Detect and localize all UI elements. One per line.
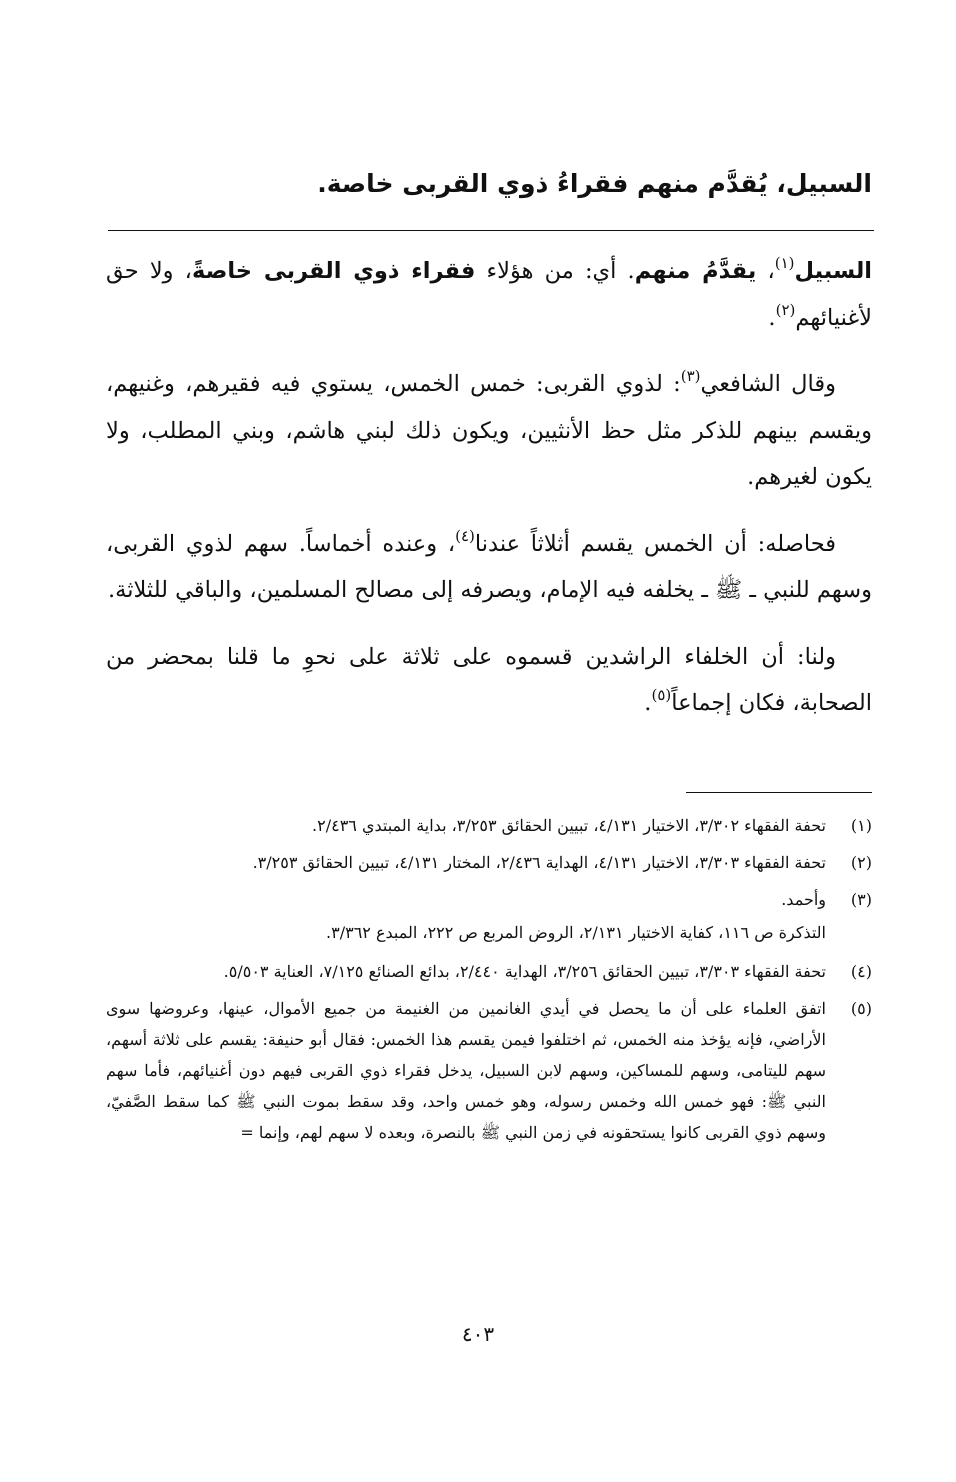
text: . (768, 304, 776, 331)
footnote-ref-2[interactable]: (٢) (775, 300, 796, 319)
footnote-ref-5[interactable]: (٥) (651, 686, 672, 704)
footnote-3 (106, 884, 872, 915)
footnote-number: (٥) (850, 999, 872, 1018)
text: ، وعنده أخماساً. سهم لذوي القربى، وسهم للنبي ـ ﷺ ـ يخلفه فيه الإمام، ويصرفه إلى مصالح المسلمين، والباقي للثلاثة. (106, 530, 872, 603)
matn-quote: السبيل (794, 258, 873, 284)
paragraph-4 (106, 634, 872, 727)
footnotes (106, 810, 872, 1154)
paragraph-2 (106, 361, 872, 501)
footnote-number: (٢) (850, 853, 872, 872)
footnote-1 (106, 810, 872, 841)
text: وقال الشافعي (700, 371, 836, 397)
text: . أي: من هؤلاء (475, 258, 635, 284)
text: : لذوي القربى: خمس الخمس، يستوي فيه فقيرهم، وغنيهم، ويقسم بينهم للذكر مثل حظ الأنثيين، ويكون ذلك لبني هاشم، وبني المطلب، ولا يكون لغيرهم. (106, 371, 872, 490)
matn-quote: فقراء ذوي القربى خاصةً (191, 258, 476, 284)
matn-separator-rule (108, 230, 874, 231)
footnote-5 (106, 993, 872, 1148)
footnote-text: تحفة الفقهاء ٣/٣٠٣، تبيين الحقائق ٣/٢٥٦، الهداية ٢/٤٤٠، بدائع الصنائع ٧/١٢٥، العناية ٥/٥٠٣. (223, 962, 826, 981)
footnote-ref-4[interactable]: (٤) (455, 526, 475, 545)
footnote-2 (106, 847, 872, 878)
paragraph-3 (106, 521, 872, 614)
commentary-body (106, 248, 872, 747)
footnote-text: اتفق العلماء على أن ما يحصل في أيدي الغانمين من الغنيمة من جميع الأموال، عينها، وعروضها سوى الأراضي، فإنه يؤخذ منه الخمس، ثم اختلفوا فيمن يقسم هذا الخمس: فقال أبو حنيفة: يقسم على ثلاثة أسهم، سهم لليتامى، وسهم للمساكين، وسهم لابن السبيل، يدخل فقراء ذوي القربى فيهم دون أغنيائهم، فأما سهم النبي ﷺ: فهو خمس الله وخمس رسوله، وهو خمس واحد، وقد سقط بموت النبي ﷺ كما سقط الصَّفيّ، وسهم ذوي القربى كانوا يستحقونه في زمن النبي ﷺ بالنصرة، وبعده لا سهم لهم، وإنما = (106, 999, 827, 1142)
footnote-number: (١) (850, 816, 872, 835)
text: ، ولا حق لأغنيائهم (106, 258, 872, 331)
text: فحاصله: أن الخمس يقسم أثلاثاً عندنا (474, 530, 836, 557)
text: ، (756, 258, 775, 284)
matn-quote: يقدَّمُ منهم (634, 258, 757, 284)
footnote-number: (٤) (850, 962, 872, 981)
matn-line: السبيل، يُقدَّم منهم فقراءُ ذوي القربى خاصة. (317, 169, 872, 198)
footnote-text: وأحمد. (781, 890, 826, 909)
footnote-number: (٣) (850, 890, 872, 909)
paragraph-1 (106, 248, 872, 341)
page-number: ٤٠٣ (461, 1322, 495, 1346)
text: . (644, 690, 652, 716)
text: ولنا: أن الخلفاء الراشدين قسموه على ثلاثة على نحوِ ما قلنا بمحضر من الصحابة، فكان إجماعاً (106, 643, 872, 716)
footnote-text: تحفة الفقهاء ٣/٣٠٢، الاختيار ٤/١٣١، تبيين الحقائق ٣/٢٥٣، بداية المبتدي ٢/٤٣٦. (312, 816, 826, 835)
footnote-separator-rule (686, 792, 872, 793)
footnote-4 (106, 956, 872, 987)
footnote-ref-3[interactable]: (٣) (680, 367, 701, 385)
footnote-ref-1[interactable]: (١) (774, 254, 795, 272)
footnote-3-sources: التذكرة ص ١١٦، كفاية الاختيار ٢/١٣١، الروض المربع ص ٢٢٢، المبدع ٣/٣٦٢. (326, 923, 826, 942)
footnote-text: تحفة الفقهاء ٣/٣٠٣، الاختيار ٤/١٣١، الهداية ٢/٤٣٦، المختار ٤/١٣١، تبيين الحقائق ٣/٢٥٣. (252, 853, 826, 872)
